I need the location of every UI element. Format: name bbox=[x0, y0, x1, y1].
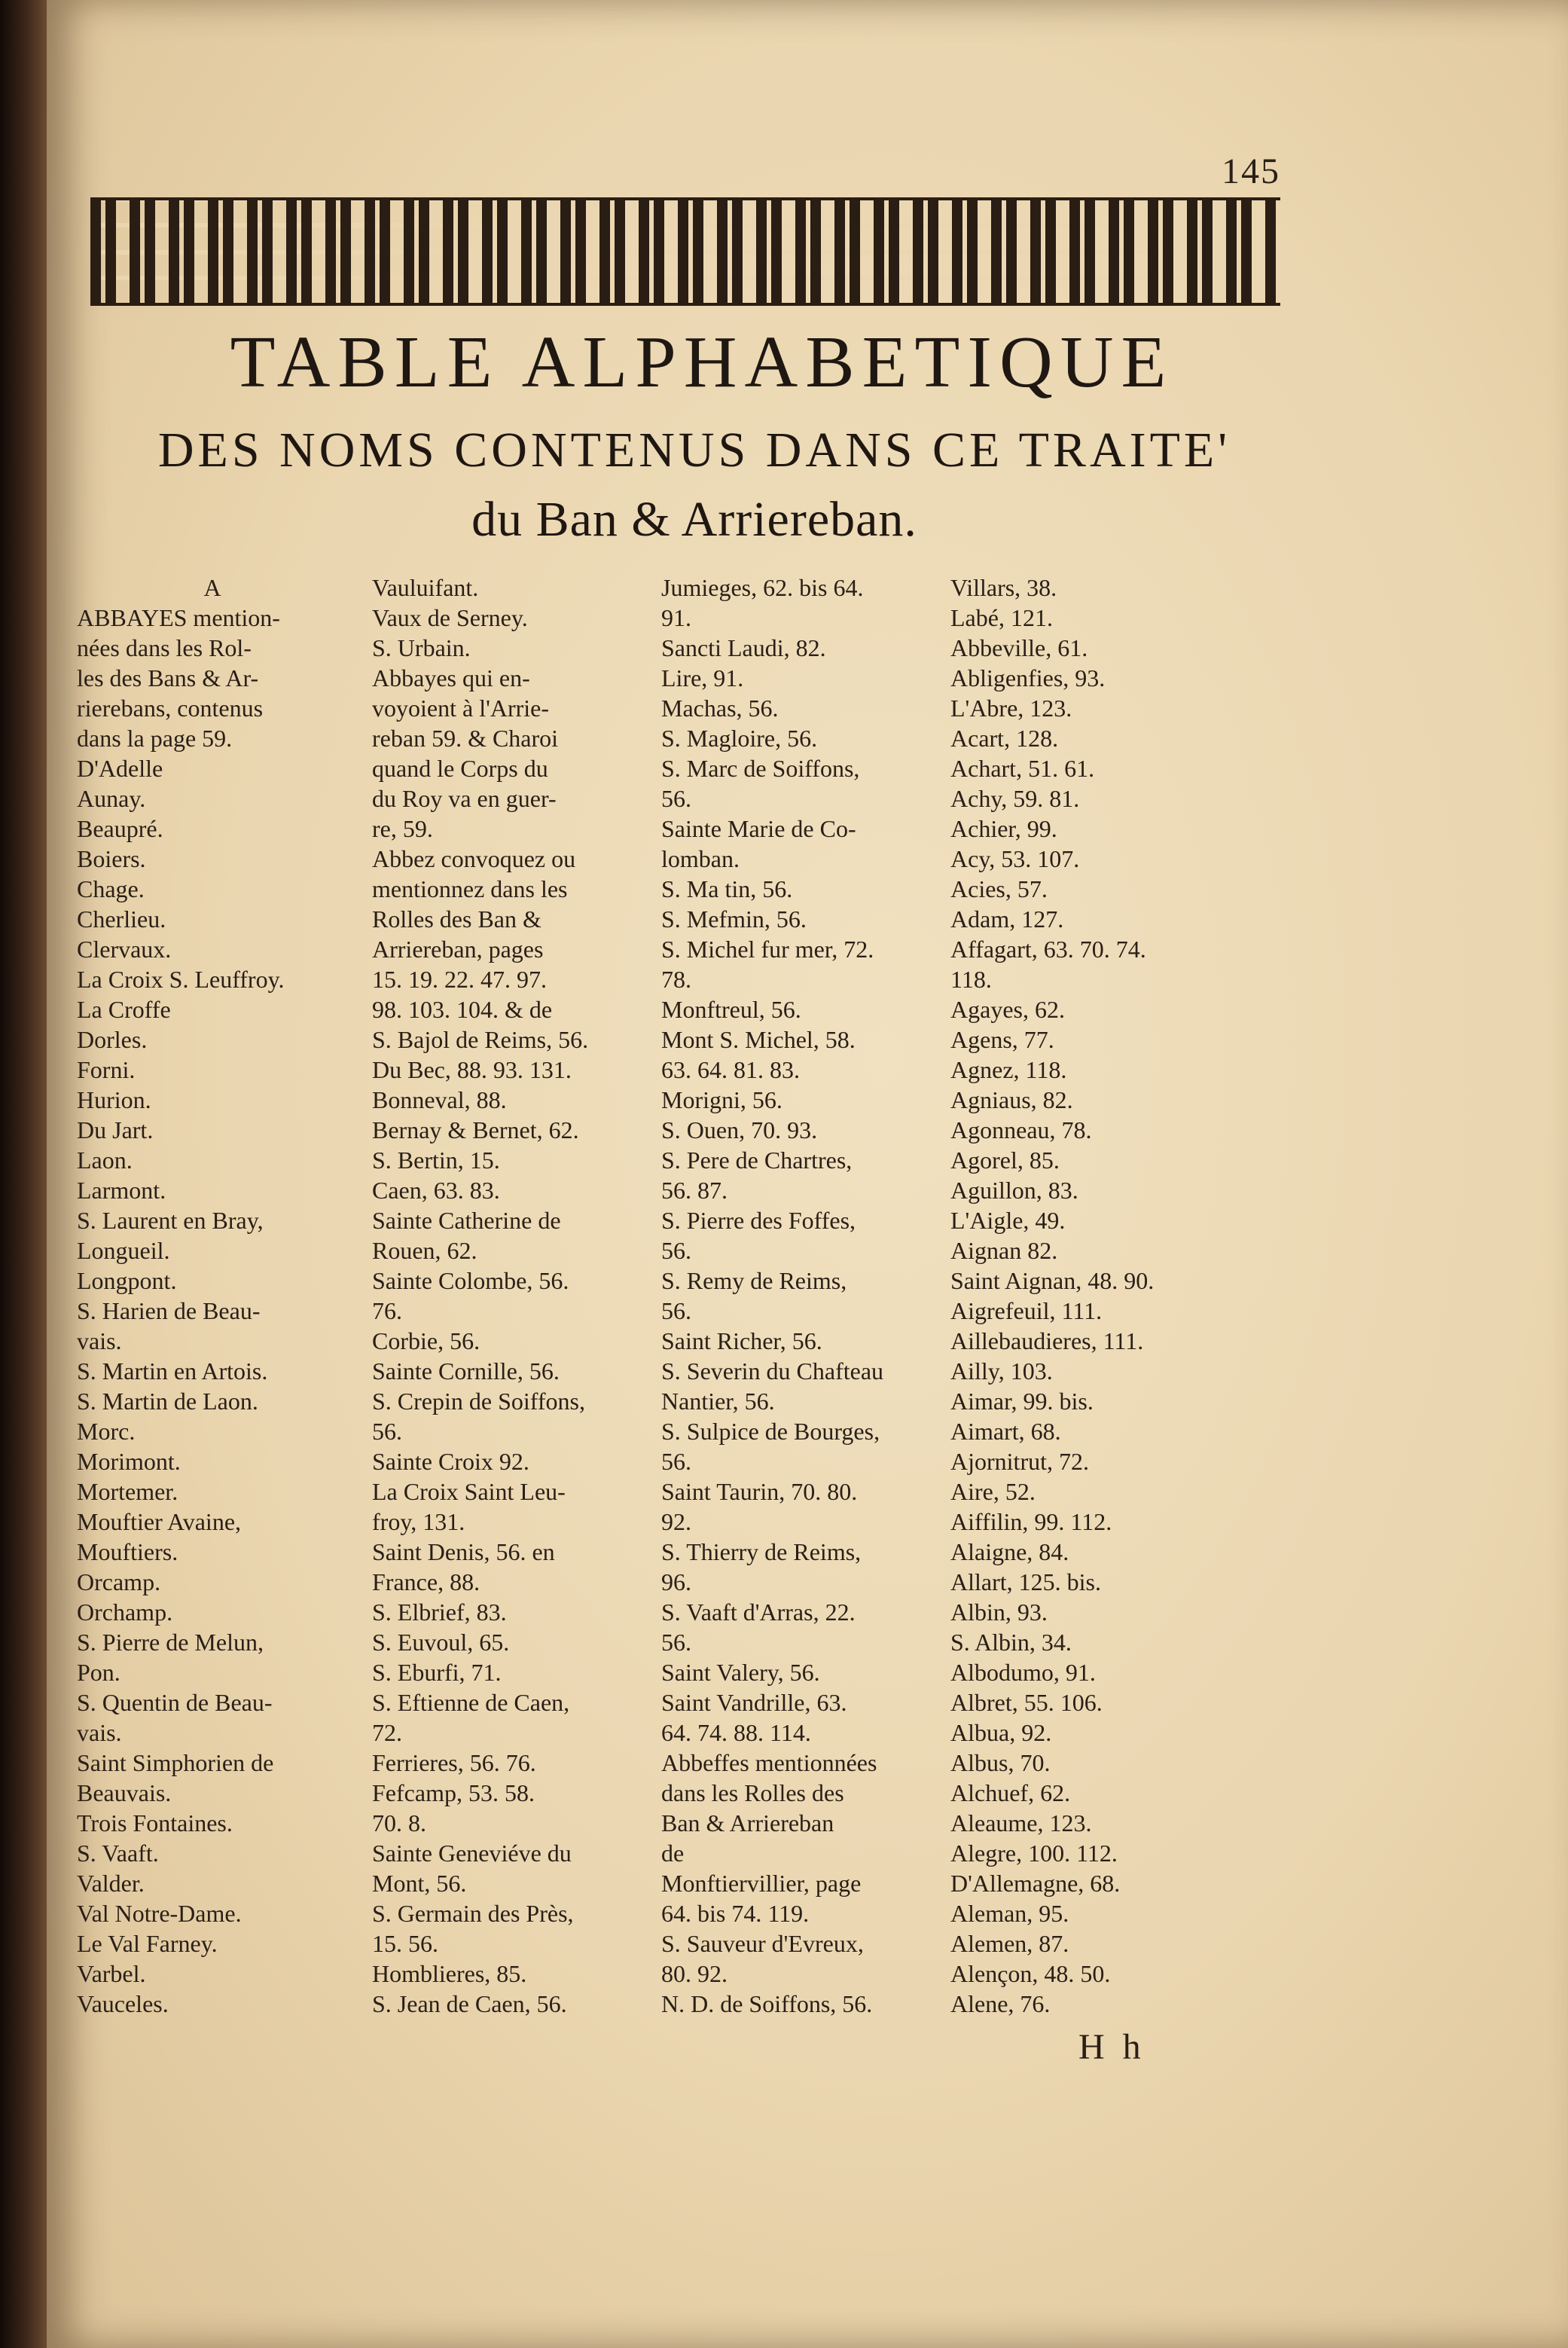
index-entry: S. Eburfi, 71. bbox=[372, 1659, 502, 1686]
index-entry: Alemen, 87. bbox=[950, 1930, 1069, 1957]
index-entry: Achier, 99. bbox=[950, 815, 1057, 842]
index-entry: S. Urbain. bbox=[372, 634, 471, 661]
index-entry: Arriereban, pages bbox=[372, 936, 544, 963]
index-entry: Aunay. bbox=[77, 785, 146, 812]
index-entry: Aleman, 95. bbox=[950, 1900, 1069, 1927]
index-entry: S. Eftienne de Caen, bbox=[372, 1689, 570, 1716]
index-entry: quand le Corps du bbox=[372, 755, 548, 782]
index-entry: 76. bbox=[372, 1297, 402, 1324]
index-entry: 80. 92. bbox=[661, 1960, 728, 1987]
index-entry: Albua, 92. bbox=[950, 1719, 1052, 1746]
index-column-4 bbox=[950, 572, 1222, 2019]
index-entry: Nantier, 56. bbox=[661, 1388, 775, 1415]
index-entry: Val Notre-Dame. bbox=[77, 1900, 242, 1927]
index-entry: Aignan 82. bbox=[950, 1237, 1058, 1264]
index-entry: Alene, 76. bbox=[950, 1990, 1051, 2017]
index-entry: S. Remy de Reims, bbox=[661, 1267, 847, 1294]
index-entry: Alençon, 48. 50. bbox=[950, 1960, 1111, 1987]
index-entry: 78. bbox=[661, 966, 691, 993]
index-entry: S. Martin en Artois. bbox=[77, 1357, 268, 1385]
index-entry: Rouen, 62. bbox=[372, 1237, 477, 1264]
index-entry: 96. bbox=[661, 1568, 691, 1595]
book-binding-edge bbox=[0, 0, 47, 2348]
index-entry: Sancti Laudi, 82. bbox=[661, 634, 826, 661]
index-entry: Forni. bbox=[77, 1056, 136, 1083]
index-entry: S. Marc de Soiffons, bbox=[661, 755, 860, 782]
index-entry: re, 59. bbox=[372, 815, 433, 842]
index-entry: Mont S. Michel, 58. bbox=[661, 1026, 856, 1053]
index-entry: Sainte Marie de Co- bbox=[661, 815, 856, 842]
index-entry: dans la page 59. bbox=[77, 725, 233, 752]
book-page bbox=[47, 0, 1568, 2348]
index-entry: Longueil. bbox=[77, 1237, 170, 1264]
index-entry: Agniaus, 82. bbox=[950, 1086, 1073, 1113]
index-entry: Pon. bbox=[77, 1659, 120, 1686]
index-entry: S. Pierre de Melun, bbox=[77, 1629, 264, 1656]
index-entry: Abbeville, 61. bbox=[950, 634, 1088, 661]
index-entry: 72. bbox=[372, 1719, 402, 1746]
ornamental-headpiece bbox=[90, 197, 1280, 306]
index-entry: Du Jart. bbox=[77, 1116, 154, 1143]
index-entry: Sainte Geneviéve du bbox=[372, 1840, 572, 1867]
page-title: TABLE ALPHABETIQUE bbox=[230, 322, 1174, 403]
index-entry: Beauvais. bbox=[77, 1779, 172, 1806]
index-entry: D'Allemagne, 68. bbox=[950, 1870, 1121, 1897]
index-entry: Abbayes qui en- bbox=[372, 664, 530, 692]
index-entry: 91. bbox=[661, 604, 691, 631]
index-entry: les des Bans & Ar- bbox=[77, 664, 259, 692]
index-entry: Laon. bbox=[77, 1147, 133, 1174]
index-entry: Le Val Farney. bbox=[77, 1930, 218, 1957]
index-entry: S. Laurent en Bray, bbox=[77, 1207, 264, 1234]
index-entry: Homblieres, 85. bbox=[372, 1960, 527, 1987]
index-entry: lomban. bbox=[661, 845, 740, 872]
index-entry: Agnez, 118. bbox=[950, 1056, 1067, 1083]
index-entry: Vauceles. bbox=[77, 1990, 169, 2017]
index-entry: 98. 103. 104. & de bbox=[372, 996, 553, 1023]
index-entry: Agayes, 62. bbox=[950, 996, 1065, 1023]
index-entry: S. Thierry de Reims, bbox=[661, 1538, 862, 1565]
index-entry: S. Germain des Près, bbox=[372, 1900, 574, 1927]
letter-heading: A bbox=[203, 574, 221, 601]
index-entry: Jumieges, 62. bis 64. bbox=[661, 574, 864, 601]
index-entry: 56. bbox=[661, 1237, 691, 1264]
index-entry: S. Elbrief, 83. bbox=[372, 1598, 507, 1626]
index-entry: S. Pierre des Foffes, bbox=[661, 1207, 856, 1234]
index-entry: nées dans les Rol- bbox=[77, 634, 252, 661]
index-entry: Saint Valery, 56. bbox=[661, 1659, 820, 1686]
index-entry: Clervaux. bbox=[77, 936, 172, 963]
index-entry: Agonneau, 78. bbox=[950, 1116, 1092, 1143]
index-entry: Morimont. bbox=[77, 1448, 181, 1475]
index-entry: Agorel, 85. bbox=[950, 1147, 1060, 1174]
index-entry: Albus, 70. bbox=[950, 1749, 1051, 1776]
index-entry: Trois Fontaines. bbox=[77, 1809, 233, 1837]
index-entry: Dorles. bbox=[77, 1026, 148, 1053]
index-entry: Aimart, 68. bbox=[950, 1418, 1061, 1445]
index-entry: Aillebaudieres, 111. bbox=[950, 1327, 1144, 1354]
index-entry: mentionnez dans les bbox=[372, 875, 568, 902]
index-entry: Aiffilin, 99. 112. bbox=[950, 1508, 1112, 1535]
index-entry: Machas, 56. bbox=[661, 695, 779, 722]
index-entry: Alaigne, 84. bbox=[950, 1538, 1069, 1565]
index-entry: froy, 131. bbox=[372, 1508, 465, 1535]
index-entry: Albodumo, 91. bbox=[950, 1659, 1096, 1686]
index-entry: Cherlieu. bbox=[77, 905, 166, 933]
index-entry: Sainte Colombe, 56. bbox=[372, 1267, 569, 1294]
index-entry: Orchamp. bbox=[77, 1598, 173, 1626]
index-entry: Beaupré. bbox=[77, 815, 163, 842]
index-entry: Monftiervillier, page bbox=[661, 1870, 862, 1897]
index-entry: Valder. bbox=[77, 1870, 145, 1897]
index-entry: France, 88. bbox=[372, 1568, 480, 1595]
index-entry: S. Albin, 34. bbox=[950, 1629, 1072, 1656]
index-entry: Ban & Arriereban bbox=[661, 1809, 834, 1837]
index-entry: 118. bbox=[950, 966, 992, 993]
index-entry: Monftreul, 56. bbox=[661, 996, 801, 1023]
index-entry: Saint Taurin, 70. 80. bbox=[661, 1478, 858, 1505]
index-entry: 56. bbox=[661, 1629, 691, 1656]
index-entry: Mouftier Avaine, bbox=[77, 1508, 242, 1535]
index-entry: Longpont. bbox=[77, 1267, 177, 1294]
index-columns bbox=[77, 572, 1282, 2079]
index-entry: Sainte Croix 92. bbox=[372, 1448, 529, 1475]
index-entry: Corbie, 56. bbox=[372, 1327, 480, 1354]
index-column-2 bbox=[372, 572, 643, 2019]
index-entry: Lire, 91. bbox=[661, 664, 744, 692]
page-subtitle-second-line: du Ban & Arriereban. bbox=[471, 492, 917, 547]
index-entry: 92. bbox=[661, 1508, 691, 1535]
index-entry: S. Bajol de Reims, 56. bbox=[372, 1026, 589, 1053]
page-number: 145 bbox=[1222, 151, 1280, 191]
index-entry: 56. bbox=[372, 1418, 402, 1445]
index-column-3 bbox=[661, 572, 932, 2019]
index-entry: Aire, 52. bbox=[950, 1478, 1036, 1505]
index-entry: Saint Richer, 56. bbox=[661, 1327, 822, 1354]
index-entry: S. Euvoul, 65. bbox=[372, 1629, 510, 1656]
index-entry: Rolles des Ban & bbox=[372, 905, 541, 933]
index-entry: Sainte Catherine de bbox=[372, 1207, 561, 1234]
index-entry: Chage. bbox=[77, 875, 145, 902]
index-entry: 56. bbox=[661, 1297, 691, 1324]
index-entry: Alegre, 100. 112. bbox=[950, 1840, 1118, 1867]
index-entry: Saint Simphorien de bbox=[77, 1749, 274, 1776]
index-entry: S. Ma tin, 56. bbox=[661, 875, 793, 902]
index-entry: Saint Aignan, 48. 90. bbox=[950, 1267, 1155, 1294]
index-entry: Aleaume, 123. bbox=[950, 1809, 1092, 1837]
index-entry: de bbox=[661, 1840, 685, 1867]
index-entry: vais. bbox=[77, 1327, 122, 1354]
index-entry: S. Martin de Laon. bbox=[77, 1388, 258, 1415]
index-entry: Albin, 93. bbox=[950, 1598, 1048, 1626]
index-entry: Aguillon, 83. bbox=[950, 1177, 1078, 1204]
index-entry: 70. 8. bbox=[372, 1809, 426, 1837]
page-subtitle: DES NOMS CONTENUS DANS CE TRAITE' bbox=[157, 423, 1231, 478]
index-entry: Vauluifant. bbox=[372, 574, 479, 601]
index-entry: Achart, 51. 61. bbox=[950, 755, 1095, 782]
index-entry: Acy, 53. 107. bbox=[950, 845, 1080, 872]
index-entry: S. Magloire, 56. bbox=[661, 725, 818, 752]
index-entry: S. Michel fur mer, 72. bbox=[661, 936, 874, 963]
index-entry: Du Bec, 88. 93. 131. bbox=[372, 1056, 572, 1083]
index-entry: Allart, 125. bis. bbox=[950, 1568, 1101, 1595]
index-entry: Abligenfies, 93. bbox=[950, 664, 1106, 692]
index-entry: dans les Rolles des bbox=[661, 1779, 844, 1806]
index-entry: S. Bertin, 15. bbox=[372, 1147, 500, 1174]
index-entry: Abbeffes mentionnées bbox=[661, 1749, 877, 1776]
index-entry: 63. 64. 81. 83. bbox=[661, 1056, 800, 1083]
index-entry: S. Vaaft d'Arras, 22. bbox=[661, 1598, 856, 1626]
index-entry: reban 59. & Charoi bbox=[372, 725, 559, 752]
index-entry: S. Vaaft. bbox=[77, 1840, 159, 1867]
index-entry: S. Quentin de Beau- bbox=[77, 1689, 273, 1716]
index-entry: L'Aigle, 49. bbox=[950, 1207, 1066, 1234]
index-entry: Bonneval, 88. bbox=[372, 1086, 507, 1113]
index-entry: 64. bis 74. 119. bbox=[661, 1900, 810, 1927]
index-entry: S. Mefmin, 56. bbox=[661, 905, 807, 933]
index-entry: 64. 74. 88. 114. bbox=[661, 1719, 811, 1746]
index-entry: du Roy va en guer- bbox=[372, 785, 557, 812]
index-entry: L'Abre, 123. bbox=[950, 695, 1072, 722]
index-entry: La Croffe bbox=[77, 996, 171, 1023]
index-entry: Saint Denis, 56. en bbox=[372, 1538, 555, 1565]
index-entry: Aimar, 99. bis. bbox=[950, 1388, 1094, 1415]
index-entry: S. Pere de Chartres, bbox=[661, 1147, 853, 1174]
index-entry: Acart, 128. bbox=[950, 725, 1059, 752]
index-entry: Aigrefeuil, 111. bbox=[950, 1297, 1103, 1324]
index-entry: Vaux de Serney. bbox=[372, 604, 528, 631]
index-entry: Abbez convoquez ou bbox=[372, 845, 576, 872]
index-entry: S. Harien de Beau- bbox=[77, 1297, 261, 1324]
index-entry: Saint Vandrille, 63. bbox=[661, 1689, 847, 1716]
index-entry: Ajornitrut, 72. bbox=[950, 1448, 1089, 1475]
index-entry: Labé, 121. bbox=[950, 604, 1053, 631]
index-entry: S. Crepin de Soiffons, bbox=[372, 1388, 585, 1415]
index-entry: Caen, 63. 83. bbox=[372, 1177, 500, 1204]
index-entry: S. Sauveur d'Evreux, bbox=[661, 1930, 864, 1957]
index-entry: S. Jean de Caen, 56. bbox=[372, 1990, 567, 2017]
index-column-1 bbox=[77, 572, 348, 2019]
index-entry: Agens, 77. bbox=[950, 1026, 1054, 1053]
index-entry: Larmont. bbox=[77, 1177, 166, 1204]
index-entry: 56. 87. bbox=[661, 1177, 728, 1204]
index-entry: Morc. bbox=[77, 1418, 136, 1445]
index-entry: Fefcamp, 53. 58. bbox=[372, 1779, 535, 1806]
index-entry: 56. bbox=[661, 785, 691, 812]
index-entry: Mont, 56. bbox=[372, 1870, 467, 1897]
index-entry: Hurion. bbox=[77, 1086, 151, 1113]
index-entry: S. Ouen, 70. 93. bbox=[661, 1116, 818, 1143]
index-entry: Bernay & Bernet, 62. bbox=[372, 1116, 579, 1143]
index-entry: Achy, 59. 81. bbox=[950, 785, 1080, 812]
index-entry: 15. 19. 22. 47. 97. bbox=[372, 966, 547, 993]
index-entry: La Croix S. Leuffroy. bbox=[77, 966, 285, 993]
index-entry: voyoient à l'Arrie- bbox=[372, 695, 550, 722]
index-entry: Boiers. bbox=[77, 845, 146, 872]
index-entry: Varbel. bbox=[77, 1960, 146, 1987]
index-entry: D'Adelle bbox=[77, 755, 163, 782]
index-entry: N. D. de Soiffons, 56. bbox=[661, 1990, 873, 2017]
index-entry: 56. bbox=[661, 1448, 691, 1475]
index-entry: Sainte Cornille, 56. bbox=[372, 1357, 560, 1385]
index-entry: Albret, 55. 106. bbox=[950, 1689, 1103, 1716]
index-entry: 15. 56. bbox=[372, 1930, 438, 1957]
index-entry: ABBAYES mention- bbox=[77, 604, 280, 631]
index-entry: Adam, 127. bbox=[950, 905, 1064, 933]
index-entry: La Croix Saint Leu- bbox=[372, 1478, 566, 1505]
signature-mark: H h bbox=[1078, 2027, 1145, 2067]
index-entry: Morigni, 56. bbox=[661, 1086, 782, 1113]
index-entry: Ailly, 103. bbox=[950, 1357, 1053, 1385]
index-entry: S. Sulpice de Bourges, bbox=[661, 1418, 880, 1445]
index-entry: Ferrieres, 56. 76. bbox=[372, 1749, 536, 1776]
index-entry: Mouftiers. bbox=[77, 1538, 178, 1565]
index-entry: Acies, 57. bbox=[950, 875, 1048, 902]
index-entry: Mortemer. bbox=[77, 1478, 178, 1505]
index-entry: rierebans, contenus bbox=[77, 695, 264, 722]
index-entry: vais. bbox=[77, 1719, 122, 1746]
index-entry: Alchuef, 62. bbox=[950, 1779, 1071, 1806]
index-entry: S. Severin du Chafteau bbox=[661, 1357, 884, 1385]
index-entry: Orcamp. bbox=[77, 1568, 161, 1595]
index-entry: Affagart, 63. 70. 74. bbox=[950, 936, 1146, 963]
index-entry: Villars, 38. bbox=[950, 574, 1057, 601]
